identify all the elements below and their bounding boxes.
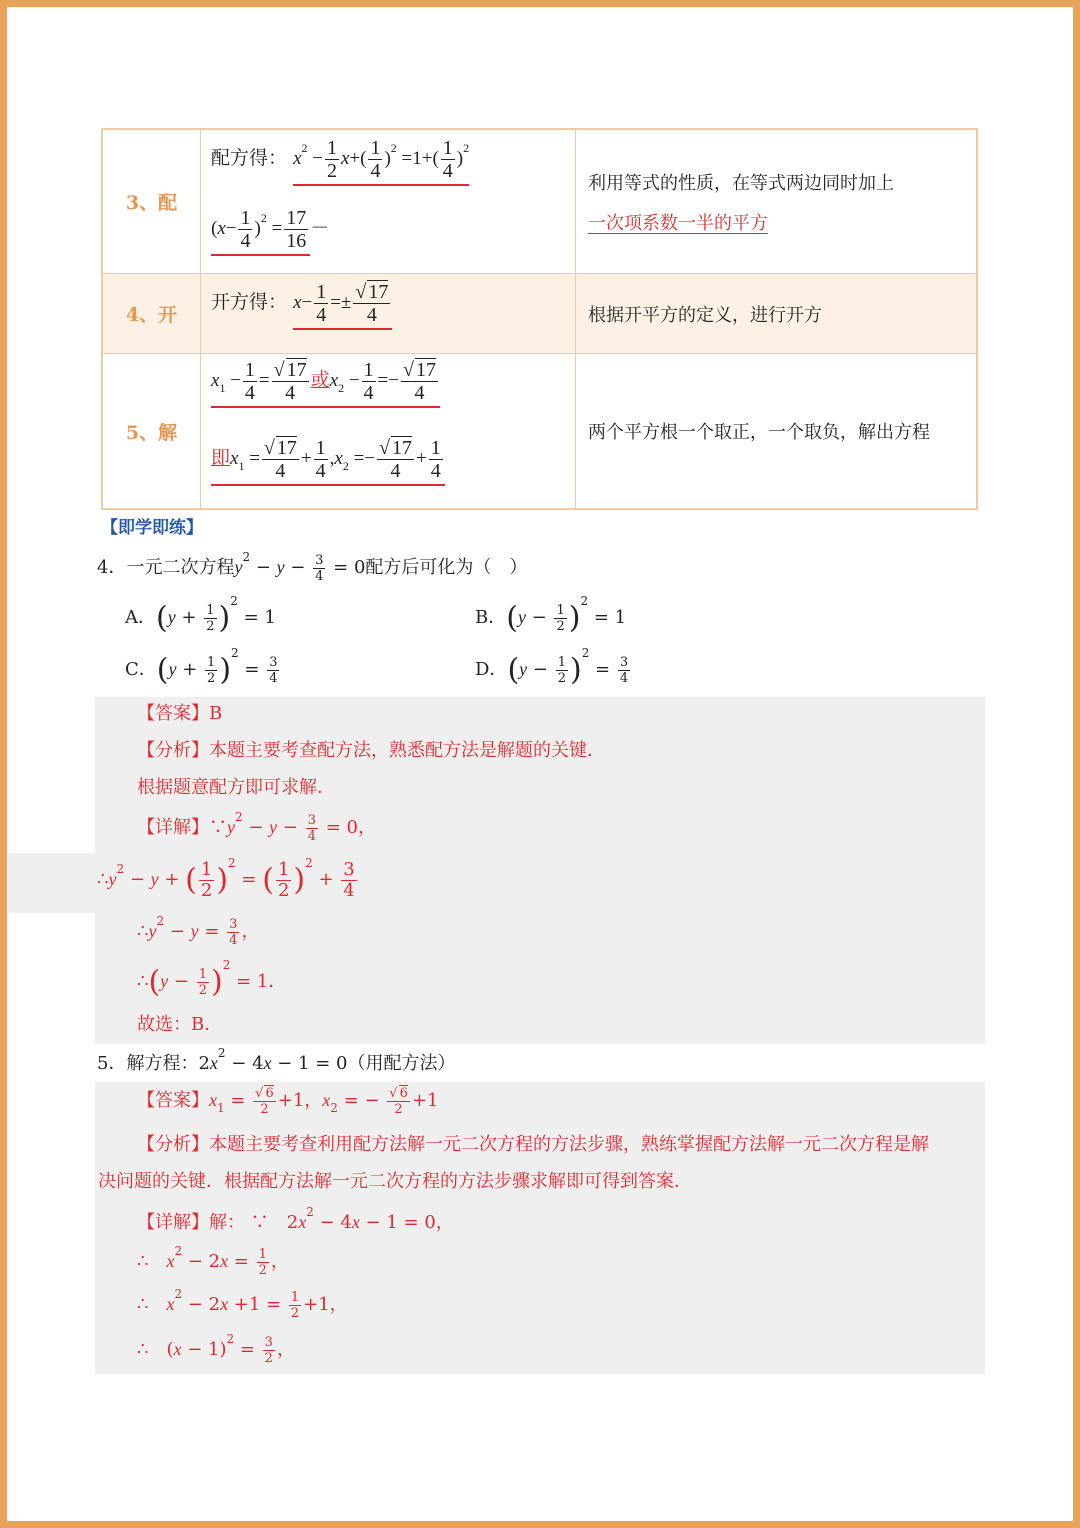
detail-line: 【详解】$\because y^2 - y$ − $\frac{3}{4}$ = 0， bbox=[137, 810, 376, 844]
option-c[interactable]: C．(y + $\frac{1}{2}$ )$^2$ = $\frac{3}{4}$ bbox=[125, 646, 278, 688]
analysis-text: 本题主要考查利用配方法解一元二次方程的方法步骤，熟练掌握配方法解一元二次方程是解 bbox=[209, 1134, 929, 1155]
step-equation: ∴(y − $\frac{1}{2}$ )$^2$ = 1． bbox=[137, 958, 287, 1000]
option-label: C． bbox=[125, 659, 157, 680]
answer-line: 【答案】$x_1$ = $\frac{√ 6}{2}$ +1，$x_2$ = − $\frac{√ 6}{2}$ +1 bbox=[137, 1085, 439, 1117]
analysis-text: 本题主要考查配方法，熟悉配方法是解题的关键． bbox=[209, 740, 605, 761]
detail-label: 【详解】 bbox=[137, 1212, 209, 1233]
question-text: 一元二次方程 bbox=[126, 557, 235, 578]
method-prefix: 配方得： bbox=[211, 146, 288, 169]
step-equation: $\therefore y^2 - y$ + ( $\frac{1}{2}$ )$^2$ = ( $\frac{1}{2}$ )$^2$ + $\frac{3}{4}$ bbox=[97, 856, 355, 901]
step-label: 3、配 bbox=[103, 130, 201, 273]
step-equation: ∴ $(x - 1)^2$ = $\frac{3}{2}$ ， bbox=[137, 1332, 295, 1366]
analysis-text-2: 决问题的关键．根据配方法解一元二次方程的方法步骤求解即可得到答案． bbox=[98, 1171, 692, 1192]
answer-label: 【答案】 bbox=[137, 1090, 209, 1111]
step-math bbox=[201, 354, 576, 508]
step-label: 4、开 bbox=[103, 274, 201, 353]
step-label: 5、解 bbox=[103, 354, 201, 508]
question-method: （用配方法） bbox=[347, 1053, 456, 1074]
step-equation: ∴ $x^2 - 2x$ = $\frac{1}{2}$ ， bbox=[137, 1244, 289, 1278]
answer-box-extension bbox=[8, 853, 95, 913]
analysis-label: 【分析】 bbox=[137, 740, 209, 761]
question-text-end: 配方后可化为（ ） bbox=[365, 557, 528, 578]
conclusion: 故选：B． bbox=[137, 1014, 223, 1035]
answer-label: 【答案】 bbox=[137, 703, 209, 724]
analysis-line bbox=[137, 736, 605, 762]
step-equation: $\therefore y^2 - y$ = $\frac{3}{4}$ ， bbox=[137, 914, 260, 948]
note-text: 利用等式的性质，在等式两边同时加上 bbox=[588, 172, 894, 194]
option-label: A． bbox=[125, 607, 156, 628]
root-solutions: 即$x_1$ = $\frac{√ 17}{4}$ + $\frac{1}{4}$ $,x_2$ =− $\frac{√ 17}{4}$ + $\frac{1}{4}$ bbox=[211, 438, 445, 486]
question-text: 解方程： bbox=[126, 1053, 199, 1074]
table-row bbox=[103, 354, 976, 508]
option-a[interactable]: A．(y + $\frac{1}{2}$ )$^2$ = 1 bbox=[125, 594, 276, 636]
analysis-label: 【分析】 bbox=[137, 1134, 209, 1155]
analysis-text-2: 根据题意配方即可求解． bbox=[137, 777, 335, 798]
question-number: 5． bbox=[97, 1053, 127, 1074]
detail-label: 【详解】 bbox=[137, 817, 209, 838]
step-math: 配方得： $x^2$ − $\frac{1}{2}$ x+( $\frac{1}{4}$ )$^2$ =1+( $\frac{1}{4}$ )$^2$ (x− $\frac{1}{4}$ )$^2$ = $\frac{17}{16}$ － bbox=[201, 130, 576, 273]
detail-line: 【详解】解： ∵ $2x^2 - 4x - 1 = 0$， bbox=[137, 1205, 454, 1233]
table-row bbox=[103, 130, 976, 274]
question-5: 5．解方程：$2x^2 - 4x - 1 = 0$（用配方法） bbox=[97, 1046, 456, 1074]
option-d[interactable]: D．(y − $\frac{1}{2}$ )$^2$ = $\frac{3}{4}$ bbox=[475, 646, 629, 688]
step-math bbox=[201, 274, 576, 353]
analysis-line bbox=[137, 1130, 929, 1156]
step-note: 两个平方根一个取正，一个取负，解出方程 bbox=[588, 422, 930, 443]
table-row bbox=[103, 274, 976, 354]
option-b[interactable]: B．(y − $\frac{1}{2}$ )$^2$ = 1 bbox=[475, 594, 627, 636]
option-label: D． bbox=[475, 659, 508, 680]
section-title: 【即学即练】 bbox=[101, 518, 203, 538]
method-prefix: 开方得： bbox=[211, 290, 288, 313]
note-highlight: 一次项系数一半的平方 bbox=[588, 212, 768, 234]
step-equation: ∴ $x^2 - 2x +1$ = $\frac{1}{2}$ +1， bbox=[137, 1287, 348, 1321]
option-label: B． bbox=[475, 607, 507, 628]
or-word: 或 bbox=[310, 369, 330, 391]
detail-intro: 解： bbox=[209, 1212, 245, 1233]
question-number: 4． bbox=[97, 557, 127, 578]
completing-square-equation: $x^2$ − $\frac{1}{2}$ x+( $\frac{1}{4}$ )$^2$ =1+( $\frac{1}{4}$ )$^2$ bbox=[293, 138, 469, 186]
square-root-equation: x− $\frac{1}{4}$ =± $\frac{√ 17}{4}$ bbox=[293, 282, 392, 330]
answer-line bbox=[137, 699, 222, 725]
question-4: 4．一元二次方程$y^2 - y$ − $\frac{3}{4}$ = 0配方后可化为（ ） bbox=[97, 550, 528, 584]
answer-value: B bbox=[209, 703, 223, 724]
ji-word: 即 bbox=[211, 447, 231, 469]
method-table bbox=[101, 128, 978, 510]
root-equations: $x_1$ − $\frac{1}{4}$ = $\frac{√ 17}{4}$ 或$x_2$ − $\frac{1}{4}$ =− $\frac{√ 17}{4}$ bbox=[211, 360, 440, 408]
step-note bbox=[576, 130, 976, 273]
step-note: 根据开平方的定义，进行开方 bbox=[588, 304, 822, 326]
square-form-equation: (x− $\frac{1}{4}$ )$^2$ = $\frac{17}{16}$ bbox=[211, 208, 310, 256]
